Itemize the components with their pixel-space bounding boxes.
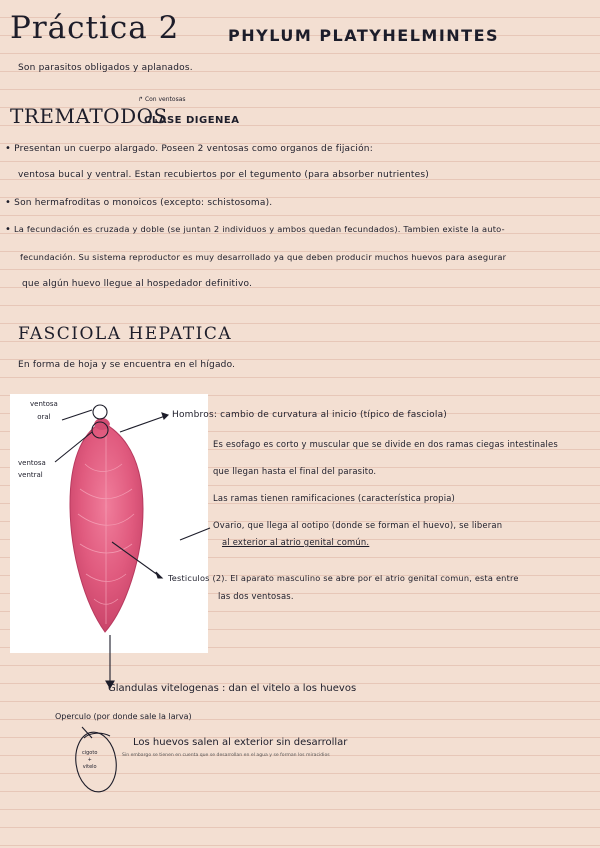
- arrow-icon: ↱: [138, 96, 145, 103]
- bullet-2: • Son hermafroditas o monoicos (excepto: schistosoma).: [5, 197, 273, 208]
- bullet-dot-icon: •: [5, 197, 12, 208]
- label-esofago-2: que llegan hasta el final del parasito.: [213, 466, 377, 476]
- bullet-3-end: que algún huevo llegue al hospedador definitivo.: [22, 279, 253, 289]
- egg-inner-label: cigoto + vitelo: [82, 750, 98, 770]
- label-operculo: Operculo (por donde sale la larva): [55, 712, 192, 721]
- label-ramas: Las ramas tienen ramificaciones (característica propia): [213, 493, 456, 503]
- ventral-sucker-circle: [92, 422, 108, 438]
- label-huevos-note: Sin embargo se tienen en cuenta que se desarrollan en el agua y se forman los miracidios: [122, 753, 330, 758]
- bullet-1-cont: ventosa bucal y ventral. Estan recubiertos por el tegumento (para absorber nutrientes): [18, 170, 430, 180]
- label-testiculos-1: Testiculos (2). El aparato masculino se abre por el atrio genital comun, esta entre: [168, 573, 519, 583]
- trematodos-heading: TREMATODOS: [10, 104, 168, 128]
- label-hombros: Hombros: cambio de curvatura al inicio (típico de fasciola): [172, 410, 448, 420]
- class-label: CLASE DIGENEA: [144, 115, 240, 126]
- oral-sucker-circle: [93, 405, 107, 419]
- sub-note: ↱ Con ventosas: [138, 96, 186, 103]
- fasciola-heading: FASCIOLA HEPATICA: [18, 324, 233, 344]
- bullet-3-cont: fecundación. Su sistema reproductor es muy desarrollado ya que deben producir muchos huevos para asegurar: [20, 252, 507, 262]
- label-testiculos-2: las dos ventosas.: [218, 591, 294, 601]
- label-ventosa-oral: ventosa oral: [30, 400, 58, 421]
- label-huevos: Los huevos salen al exterior sin desarrollar: [133, 737, 348, 748]
- label-ovario-2: al exterior al atrio genital común.: [222, 537, 370, 547]
- bullet-dot-icon: •: [5, 224, 12, 235]
- label-ovario-1: Ovario, que llega al ootipo (donde se forman el huevo), se liberan: [213, 520, 503, 530]
- bullet-dot-icon: •: [5, 143, 12, 154]
- label-ventosa-ventral: ventosa ventral: [18, 459, 46, 479]
- bullet-3: • La fecundación es cruzada y doble (se juntan 2 individuos y ambos quedan fecundados). Tambien existe la auto-: [5, 224, 505, 235]
- fasciola-intro: En forma de hoja y se encuentra en el hígado.: [18, 360, 236, 370]
- label-glandulas: Glandulas vitelogenas : dan el vitelo a los huevos: [108, 683, 357, 694]
- bullet-1: • Presentan un cuerpo alargado. Poseen 2 ventosas como organos de fijación:: [5, 143, 373, 154]
- intro-text: Son parasitos obligados y aplanados.: [18, 63, 193, 73]
- label-esofago-1: Es esofago es corto y muscular que se divide en dos ramas ciegas intestinales: [213, 439, 558, 449]
- page-subtitle: PHYLUM PLATYHELMINTES: [228, 26, 500, 45]
- page-title: Práctica 2: [10, 10, 180, 46]
